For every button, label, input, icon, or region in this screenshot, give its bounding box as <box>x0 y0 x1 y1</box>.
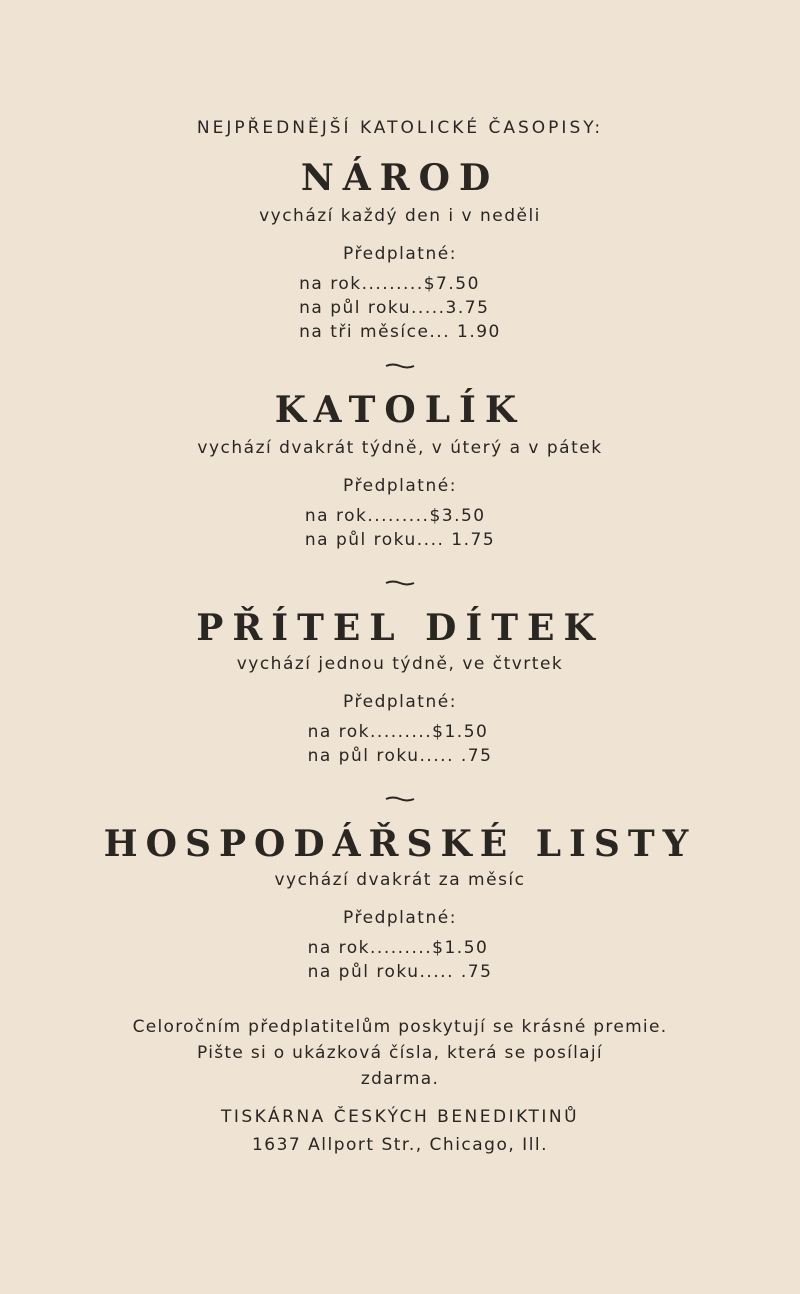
price-row: na půl roku..... .75 <box>307 962 493 982</box>
magazine-subtitle: vychází dvakrát za měsíc <box>274 870 526 890</box>
footer-note <box>0 1014 800 1092</box>
magazine-pritel-ditek <box>0 608 800 768</box>
divider-ornament <box>385 580 415 586</box>
divider-ornament <box>385 796 415 802</box>
price-row: na půl roku.....3.75 <box>299 298 490 318</box>
footer-line: zdarma. <box>360 1069 440 1089</box>
magazine-title: KATOLÍK <box>274 389 526 431</box>
magazine-katolik <box>0 390 800 552</box>
price-list <box>308 720 493 768</box>
footer-line: Pište si o ukázková čísla, která se posílají <box>197 1043 603 1063</box>
price-row: na rok.........$3.50 <box>304 506 486 526</box>
subscription-label: Předplatné: <box>343 476 457 496</box>
price-row: na půl roku..... .75 <box>307 746 493 766</box>
subscription-label: Předplatné: <box>343 692 457 712</box>
magazine-subtitle: vychází každý den i v neděli <box>259 206 541 226</box>
page-header: NEJPŘEDNĚJŠÍ KATOLICKÉ ČASOPISY: <box>196 118 604 138</box>
price-row: na rok.........$1.50 <box>307 938 489 958</box>
imprint <box>0 1103 800 1159</box>
price-list <box>299 272 501 344</box>
magazine-title: NÁROD <box>300 157 500 199</box>
magazine-narod <box>0 158 800 344</box>
price-list <box>305 504 495 552</box>
subscription-label: Předplatné: <box>343 908 457 928</box>
price-row: na rok.........$1.50 <box>307 722 489 742</box>
price-row: na půl roku.... 1.75 <box>304 530 496 550</box>
magazine-title: HOSPODÁŘSKÉ LISTY <box>103 823 697 865</box>
magazine-hospodarske-listy <box>0 824 800 984</box>
subscription-label: Předplatné: <box>343 244 457 264</box>
magazine-subtitle: vychází jednou týdně, ve čtvrtek <box>236 654 564 674</box>
divider-ornament <box>385 363 415 369</box>
magazine-title: PŘÍTEL DÍTEK <box>196 607 604 649</box>
printer-address: 1637 Allport Str., Chicago, Ill. <box>251 1135 549 1155</box>
printer-name: TISKÁRNA ČESKÝCH BENEDIKTINŮ <box>220 1107 580 1127</box>
magazine-subtitle: vychází dvakrát týdně, v úterý a v pátek <box>197 438 603 458</box>
price-row: na tři měsíce... 1.90 <box>299 322 501 342</box>
price-list <box>308 936 493 984</box>
footer-line: Celoročním předplatitelům poskytují se krásné premie. <box>132 1017 668 1037</box>
price-row: na rok.........$7.50 <box>299 274 480 294</box>
